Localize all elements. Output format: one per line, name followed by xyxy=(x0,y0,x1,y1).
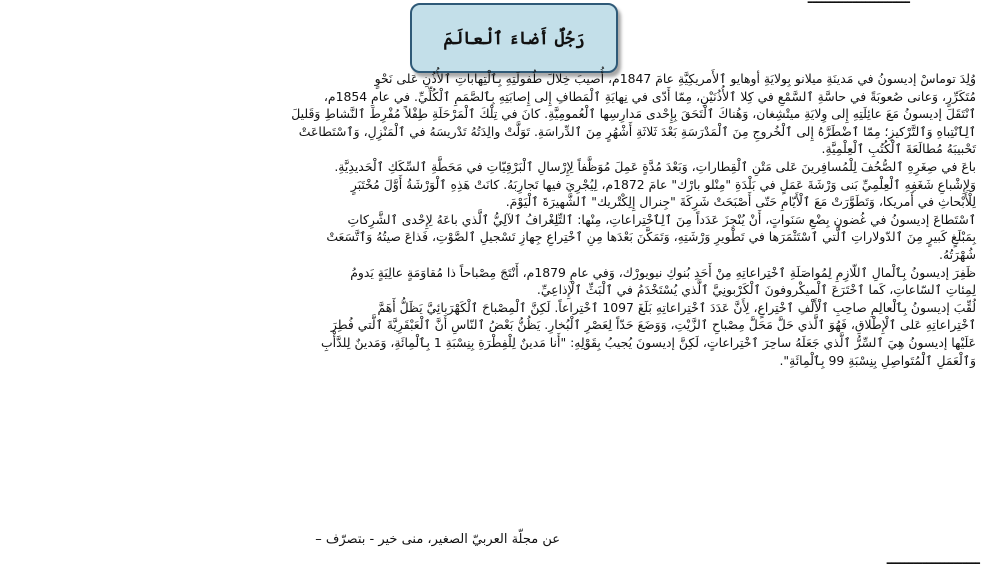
text-line: ٱسْتَطاعَ إديسونُ في غُضونِ بِضْعِ سَنَواتٍ، أَنْ يُنْجِزَ عَدَداً مِنَ ٱلِٱخْتِراعاتِ، مِنْها: ٱلتِّلِغْرافُ ٱلآلِيُّ ٱلَّذي باعَهُ لِإِحْدى ٱلشَّرِكاتِ xyxy=(347,211,976,227)
source-citation: عن مجلّة العربيّ الصغير، منى خير - بتصرّف – xyxy=(315,532,560,547)
text-line: لُقِّبَ إديسونُ بِٱلْعالِمِ صاحِبِ ٱلْأَلْفِ ٱخْتِراعٍ، لِأَنَّ عَدَدَ ٱخْتِراعاتِهِ بَلَغَ 1097 ٱخْتِراعاً. لَكِنَّ ٱلْمِصْباحَ ٱلْكَهْرَبائِيَّ يَظَلُّ أَهَمَّ xyxy=(377,299,976,315)
text-line: ٱنْتَقَلَ إديسونُ مَعَ عائِلَتِهِ إِلى وِلايَةِ ميتْشِغان، وَهُناكَ ٱلْتَحَقَ بِإِحْدى مَدارِسِها ٱلْعُمومِيَّةِ. كانَ في تِلْكَ ٱلْمَرْحَلَةِ طِفْلاً مُفْرِطَ ٱلنَّشاطِ وَقَليلَ xyxy=(291,106,976,122)
text-line: عَلَيْها إديسونُ هِيَ ٱلسِّرُّ ٱلَّذي جَعَلَهُ ساحِرَ ٱخْتِراعاتٍ، لَكِنَّ إديسونَ يُجيبُ بِقَوْلِهِ: "أَنا مَدينٌ لِلْفِطْرَةِ بِنِسْبَةِ 1 بِٱلْمِائَةِ، وَمَدينٌ لِلدَّأْبِ xyxy=(321,334,976,350)
text-line: وُلِدَ توماسْ إديسونُ في مَدينَةِ ميلانو بِولايَةِ أوهايو ٱلأَمريكِيَّةِ عامَ 1847م، أُصيبَ خِلالَ طُفولَتِهِ بِٱلْتِهاباتِ ٱلأُذُنِ عَلى نَحْوٍ xyxy=(374,71,976,86)
text-line: ظَفِرَ إديسونُ بِٱلْمالِ ٱللّازِمِ لِمُواصَلَةِ ٱخْتِراعاتِهِ مِنْ أَحَدِ بُنوكِ نيويورْك، وَفي عامِ 1879م، أَنْتَجَ مِصْباحاً ذا مُقاوَمَةٍ عالِيَةٍ يَدومُ xyxy=(350,264,976,280)
footer-fragment: ـــــــــــــــــــــ xyxy=(886,553,980,568)
text-line: وَٱلْعَمَلِ ٱلْمُتَواصِلِ بِنِسْبَةِ 99 بِٱلْمِائَةِ". xyxy=(779,352,976,368)
text-line: تَحْبيبَهُ مُطالَعَةَ ٱلْكُتُبِ ٱلْعِلْمِيَّةِ. xyxy=(821,141,976,157)
text-line: باعَ في صِغَرِهِ ٱلصُّحُفَ لِلْمُسافِرينَ عَلى مَتْنِ ٱلْقِطاراتِ، وَبَعْدَ مُدَّةٍ عَمِلَ مُوَظَّفاً لِإِرْسالِ ٱلْبَرْقِيّاتِ في مَحَطَّةِ ٱلسِّكَكِ ٱلْحَديدِيَّةِ. xyxy=(334,158,976,174)
text-line: شُهْرَتُهُ. xyxy=(939,246,976,262)
text-line: لِلْأَبْحاثِ في أَمريكا، وَتَطَوَّرَتْ مَعَ ٱلْأَيّامِ حَتّى أَصْبَحَتْ شَرِكَةَ "جِنرال إِلِكْتْريك" ٱلشَّهيرَةَ ٱلْيَوْمَ. xyxy=(505,194,976,210)
text-line: وَلِإِشْباعِ شَغَفِهِ ٱلْعِلْمِيِّ بَنى وَرْشَةَ عَمَلٍ في بَلْدَةِ "مِنْلو بارْك" عامَ 1872م، لِيُجْرِيَ فيها تَجارِبَهُ. كانَتْ هَذِهِ ٱلْوَرْشَةُ أَوَّلَ مُخْتَبَرٍ xyxy=(350,176,976,192)
text-line: ٱلِٱنْتِباهِ وَٱلتَّرْكيزِ؛ مِمّا ٱضْطَرَّهُ إِلى ٱلْخُروجِ مِنَ ٱلْمَدْرَسَةِ بَعْدَ ثَلاثَةِ أَشْهُرٍ مِنَ ٱلدِّراسَةِ. تَوَلَّتْ والِدَتُهُ تَدْريسَهُ في ٱلْمَنْزِلِ، وَٱسْتَطاعَتْ xyxy=(298,123,976,139)
title-box xyxy=(410,3,618,73)
article-body xyxy=(8,70,976,369)
text-line: لِمِئاتِ ٱلسّاعاتِ، كَما ٱخْتَرَعَ ٱلْميكْروفونَ ٱلْكَرْبونِيَّ ٱلَّذي يُسْتَخْدَمُ في ٱلْبَثِّ ٱلْإِذاعِيِّ. xyxy=(536,282,976,298)
text-line: ٱخْتِراعاتِهِ عَلى ٱلْإِطْلاقِ، فَهُوَ ٱلَّذي حَلَّ مَحَلَّ مِصْباحِ ٱلزَّيْتِ، وَوَضَعَ حَدّاً لِعَصْرِ ٱلْبُخارِ. يَظُنُّ بَعْضُ ٱلنّاسِ أَنَّ ٱلْعَبْقَرِيَّةَ ٱلَّتي فُطِرَ xyxy=(330,317,976,333)
text-line: بِمَبْلَغٍ كَبيرٍ مِنَ ٱلدّولاراتِ ٱلَّتي ٱسْتَثْمَرَها في تَطْويرِ وَرْشَتِهِ، وَتَمَكَّنَ بَعْدَها مِنِ ٱخْتِراعِ جِهازِ تَسْجيلِ ٱلصَّوْتِ، فَذاعَ صيتُهُ وَٱتَّسَعَتْ xyxy=(326,229,976,245)
header-fragment xyxy=(760,0,910,6)
page-title: رَجُلٌ أَضاءَ ٱلْعالَمَ xyxy=(443,28,585,49)
text-line: مُتَكَرِّرٍ، وَعانى صُعوبَةً في حاسَّةِ ٱلسَّمْعِ في كِلا ٱلأُذُنَيْنِ، مِمّا أَدّى في نِهايَةِ ٱلْمَطافِ إِلى إِصابَتِهِ بِٱلصَّمَمِ ٱلْكُلِّيِّ. في عامِ 1854م، xyxy=(323,88,976,104)
